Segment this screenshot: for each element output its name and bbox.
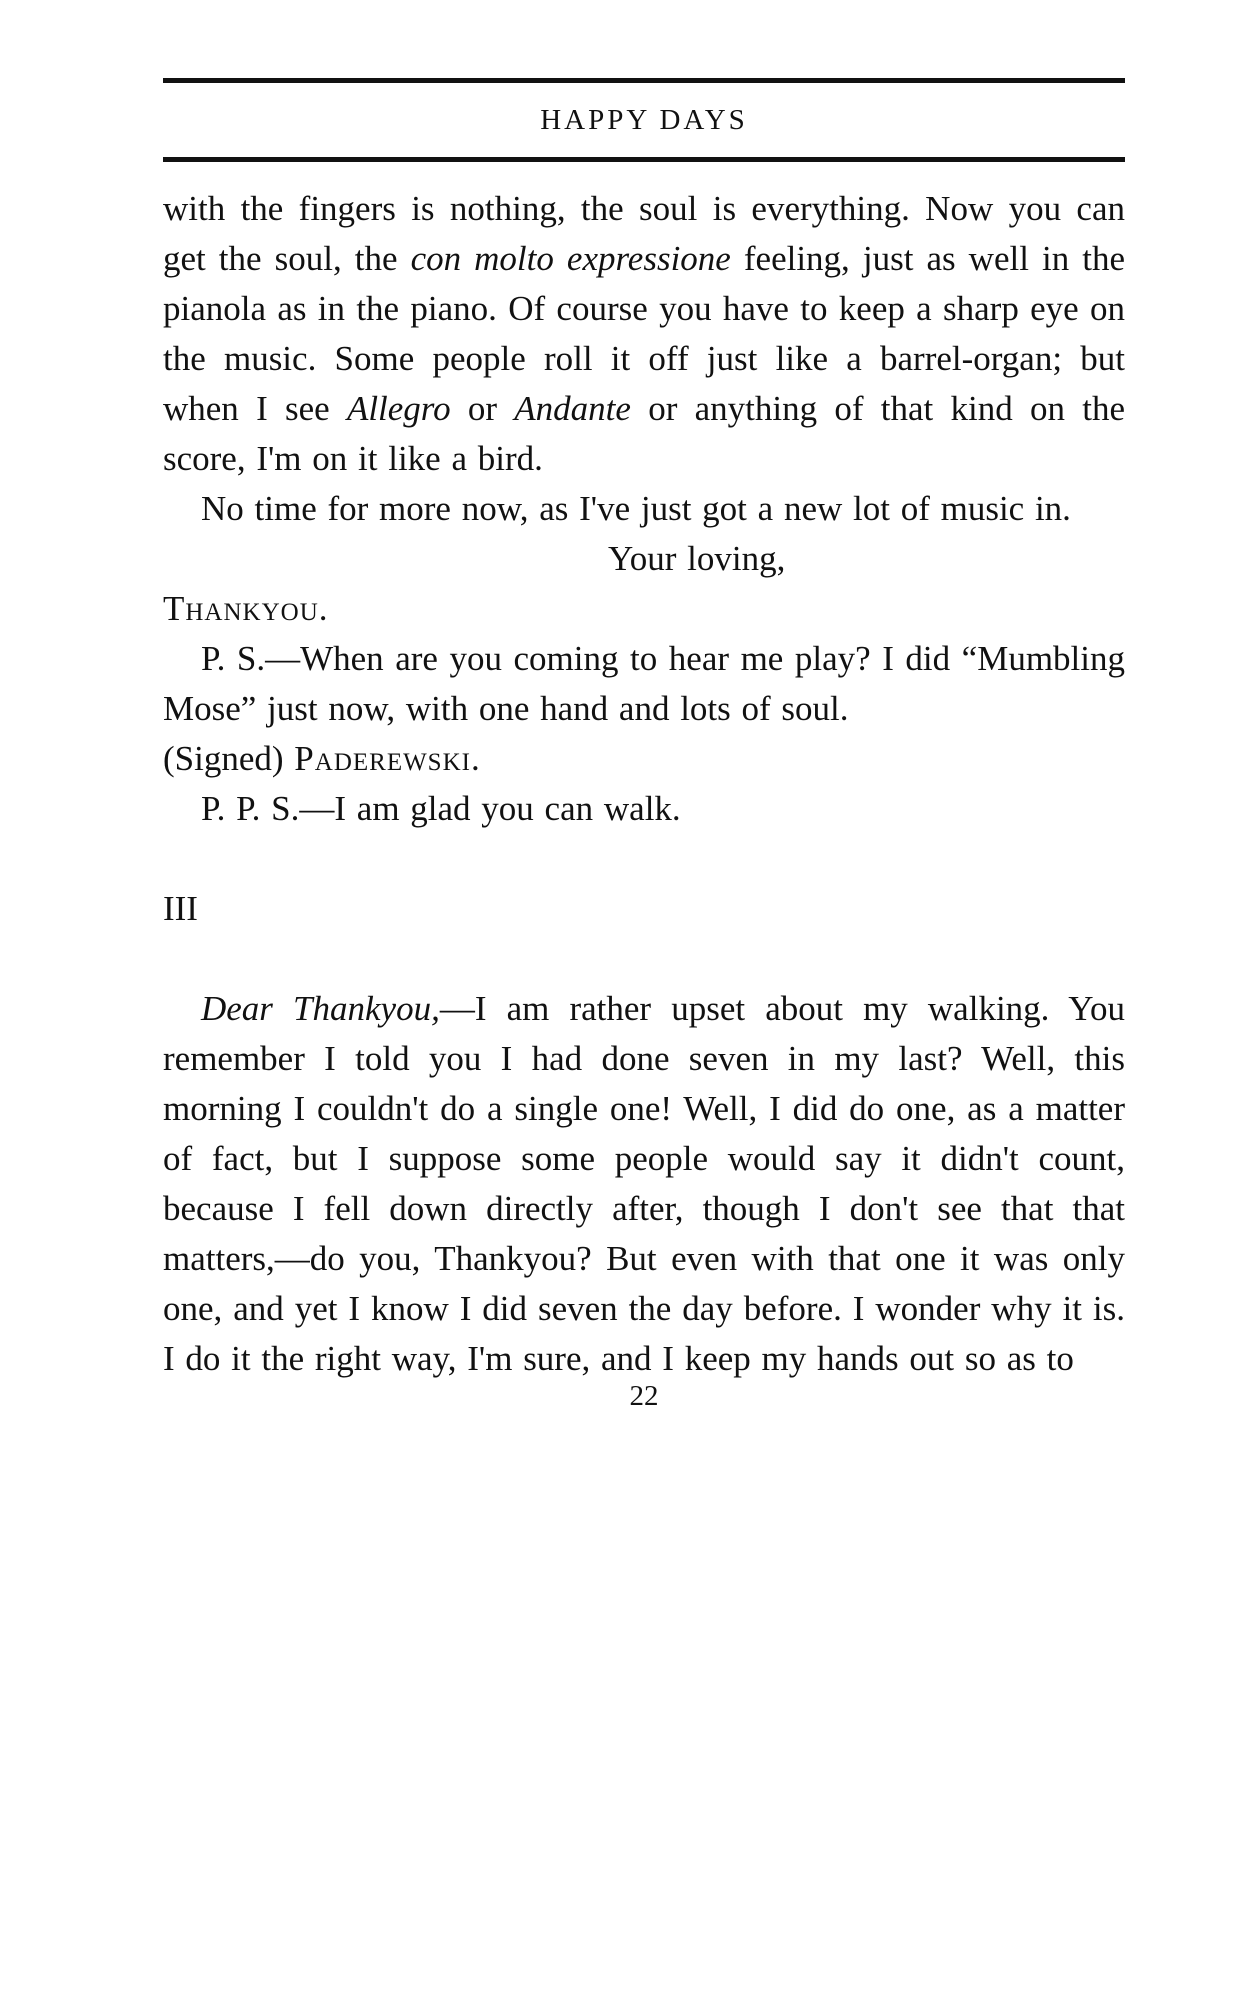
signed-prefix: (Signed) [163, 739, 284, 778]
signed-name: Paderewski. [294, 739, 481, 778]
italic-word-allegro: Allegro [346, 389, 451, 428]
italic-phrase-con-molto: con molto expressione [410, 239, 731, 278]
signature-thankyou-name: Thankyou. [163, 589, 329, 628]
letter-3-body: —I am rather upset about my walking. You remember I told you I had done seven in my last? Well, this morning I couldn't do a single one! Well, I did do one, as a matter of fact, but I suppose some people would say it didn't count, because I fell down directly after, though I don't see that that matters,—do you, Thankyou? But even with that one it was only one, and yet I know I did seven the day before. I wonder why it is. I do it the right way, I'm sure, and I keep my hands out so as to [163, 989, 1125, 1378]
signature-thankyou [163, 584, 1125, 634]
letter-closing: Your loving, [608, 539, 786, 578]
letter-3-salutation: Dear Thankyou, [201, 989, 440, 1028]
paragraph-2: No time for more now, as I've just got a new lot of music in. [201, 489, 1071, 528]
italic-word-andante: Andante [514, 389, 631, 428]
postscript-2: P. P. S.—I am glad you can walk. [201, 789, 681, 828]
signed-line [163, 734, 1125, 784]
book-page [163, 78, 1125, 1416]
letter-3-paragraph [163, 984, 1125, 1384]
paragraph-1-text-c: or [450, 389, 515, 428]
paragraph-1-text-b: feeling, just as well in the pianola as in the piano. Of course you have to keep a sharp eye on the music. Some people roll it off just like a barrel-organ; but when I see [163, 239, 1126, 428]
running-head: HAPPY DAYS [540, 104, 748, 136]
paragraph-1-text-a: with the fingers is nothing, the soul is everything. Now you can get the soul, the [163, 189, 1125, 278]
paragraph-1-text-d: or anything of that kind on the score, I'm on it like a bird. [163, 389, 1126, 478]
header-rule [163, 157, 1125, 162]
section-number: III [163, 889, 198, 928]
page-number: 22 [629, 1380, 659, 1412]
postscript-1: P. S.—When are you coming to hear me play? I did “Mumbling Mose” just now, with one hand and lots of soul. [163, 639, 1125, 728]
paragraph-1 [163, 184, 1125, 484]
body-text [163, 184, 1125, 1384]
